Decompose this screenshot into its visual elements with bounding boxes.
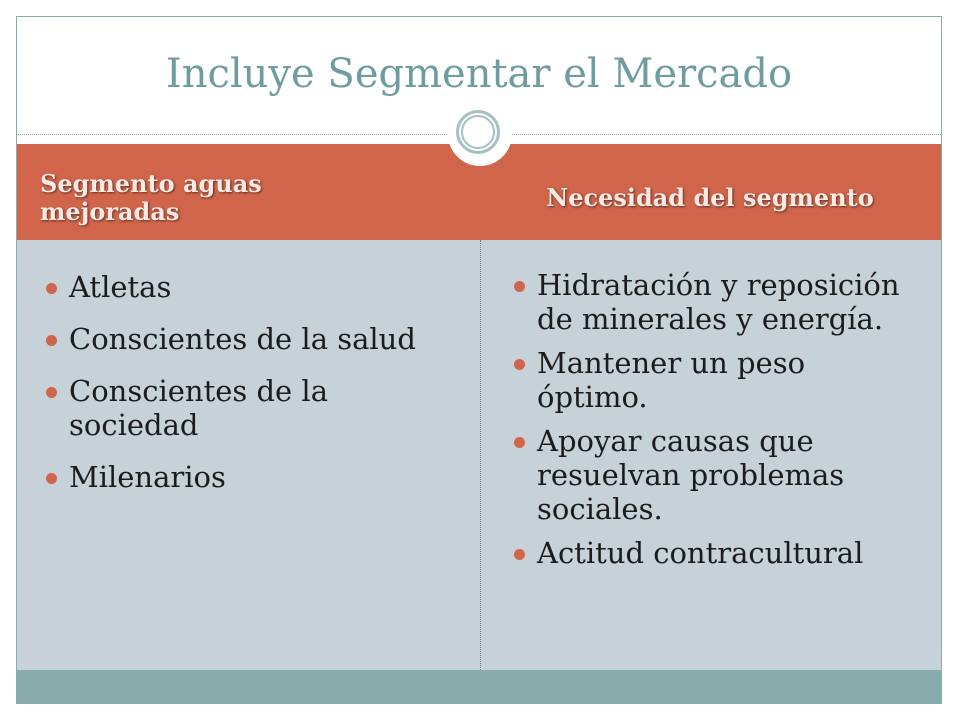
bullet-icon [514, 359, 525, 370]
ornament-ring-inner [461, 115, 495, 149]
bullet-icon [46, 283, 57, 294]
list-item: Conscientes de la salud [46, 322, 466, 356]
column-header-segment: Segmento aguas mejoradas [40, 169, 262, 226]
list-item: Conscientes de la sociedad [46, 374, 466, 442]
bullet-icon [514, 281, 525, 292]
list-item: Atletas [46, 270, 466, 304]
column-divider [480, 240, 481, 670]
slide-title: Incluye Segmentar el Mercado [165, 51, 793, 97]
bullet-icon [514, 549, 525, 560]
list-item: Actitud contracultural [514, 536, 924, 570]
bullet-icon [46, 387, 57, 398]
bullet-icon [46, 473, 57, 484]
bullet-icon [46, 335, 57, 346]
bullet-icon [514, 437, 525, 448]
list-item: Mantener un peso óptimo. [514, 346, 924, 414]
segment-list [46, 270, 466, 512]
list-item: Apoyar causas que resuelvan problemas sociales. [514, 424, 924, 526]
column-header-need: Necesidad del segmento [546, 183, 874, 212]
list-item: Milenarios [46, 460, 466, 494]
need-list [514, 268, 924, 580]
footer-band [17, 670, 941, 704]
list-item: Hidratación y reposición de minerales y energía. [514, 268, 924, 336]
